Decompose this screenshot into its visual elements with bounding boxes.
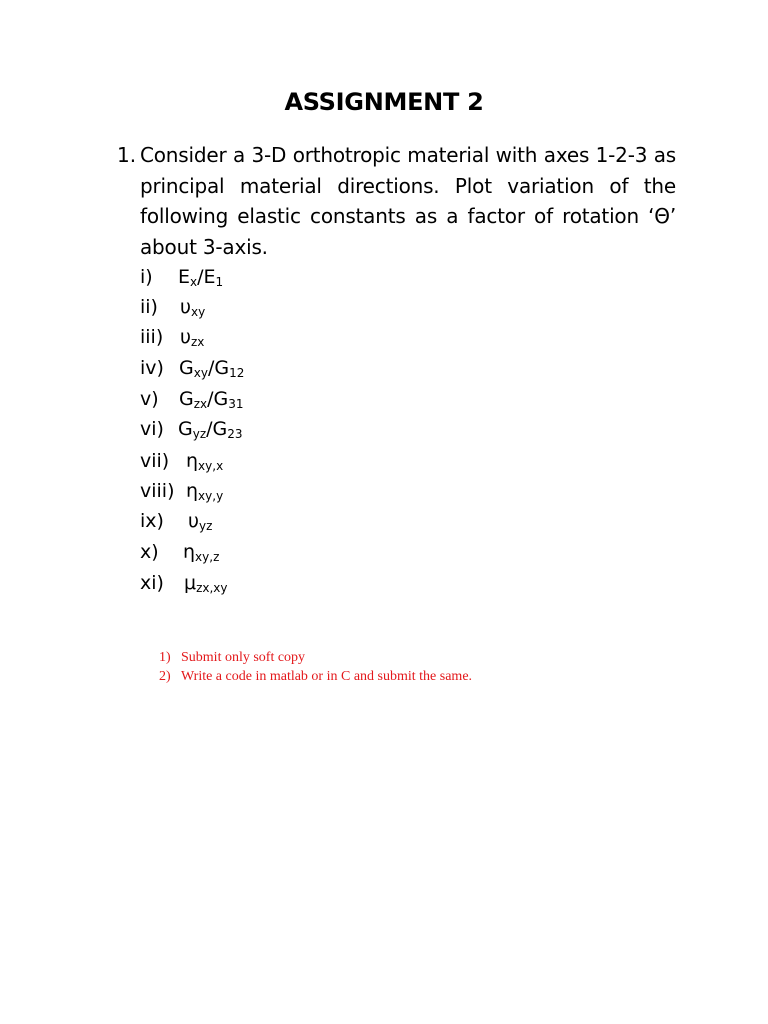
item-expression: $G_{yz}/G_{23}$ <box>178 418 243 441</box>
item-numeral: xi) <box>140 572 164 594</box>
note-item <box>159 667 472 686</box>
item-numeral: vi) <box>140 418 164 440</box>
item-expression: $\upsilon_{xy}$ <box>180 296 206 319</box>
list-item <box>140 414 243 444</box>
list-item <box>140 384 244 414</box>
item-numeral: viii) <box>140 480 175 502</box>
item-expression: $\upsilon_{yz}$ <box>188 510 213 533</box>
item-numeral: x) <box>140 541 159 563</box>
item-numeral: v) <box>140 388 159 410</box>
list-item <box>140 537 220 567</box>
list-item <box>140 446 224 476</box>
item-numeral: vii) <box>140 450 170 472</box>
page-title: ASSIGNMENT 2 <box>284 88 484 116</box>
question-text: Consider a 3-D orthotropic material with axes 1-2-3 as principal material directions. Plot variation of the following elastic constants as a factor of rotation ‘Θ’ about 3-axis. <box>140 143 676 259</box>
item-numeral: ix) <box>140 510 164 532</box>
item-expression: $\eta_{xy,y}$ <box>186 480 224 503</box>
question-number: 1. <box>117 143 137 167</box>
note-item <box>159 648 472 667</box>
submission-notes <box>159 648 472 686</box>
list-item <box>140 292 206 322</box>
item-expression: $G_{zx}/G_{31}$ <box>179 388 244 411</box>
note-text: Write a code in matlab or in C and submit the same. <box>181 669 473 684</box>
item-numeral: i) <box>140 266 153 288</box>
list-item <box>140 322 205 352</box>
item-expression: $\mu_{zx,xy}$ <box>184 572 228 595</box>
list-item <box>140 476 224 506</box>
list-item <box>140 506 213 536</box>
list-item <box>140 262 224 292</box>
item-expression: $\eta_{xy,x}$ <box>186 450 224 473</box>
note-text: Submit only soft copy <box>181 650 306 665</box>
item-expression: $G_{xy}/G_{12}$ <box>179 357 245 380</box>
item-expression: $\upsilon_{zx}$ <box>180 326 205 349</box>
item-expression: $E_x/E_1$ <box>178 266 224 289</box>
item-expression: $\eta_{xy,z}$ <box>183 541 220 564</box>
list-item <box>140 353 245 383</box>
item-numeral: ii) <box>140 296 158 318</box>
list-item <box>140 568 228 598</box>
item-numeral: iii) <box>140 326 164 348</box>
note-number: 2) <box>159 669 171 684</box>
note-number: 1) <box>159 650 171 665</box>
item-numeral: iv) <box>140 357 164 379</box>
